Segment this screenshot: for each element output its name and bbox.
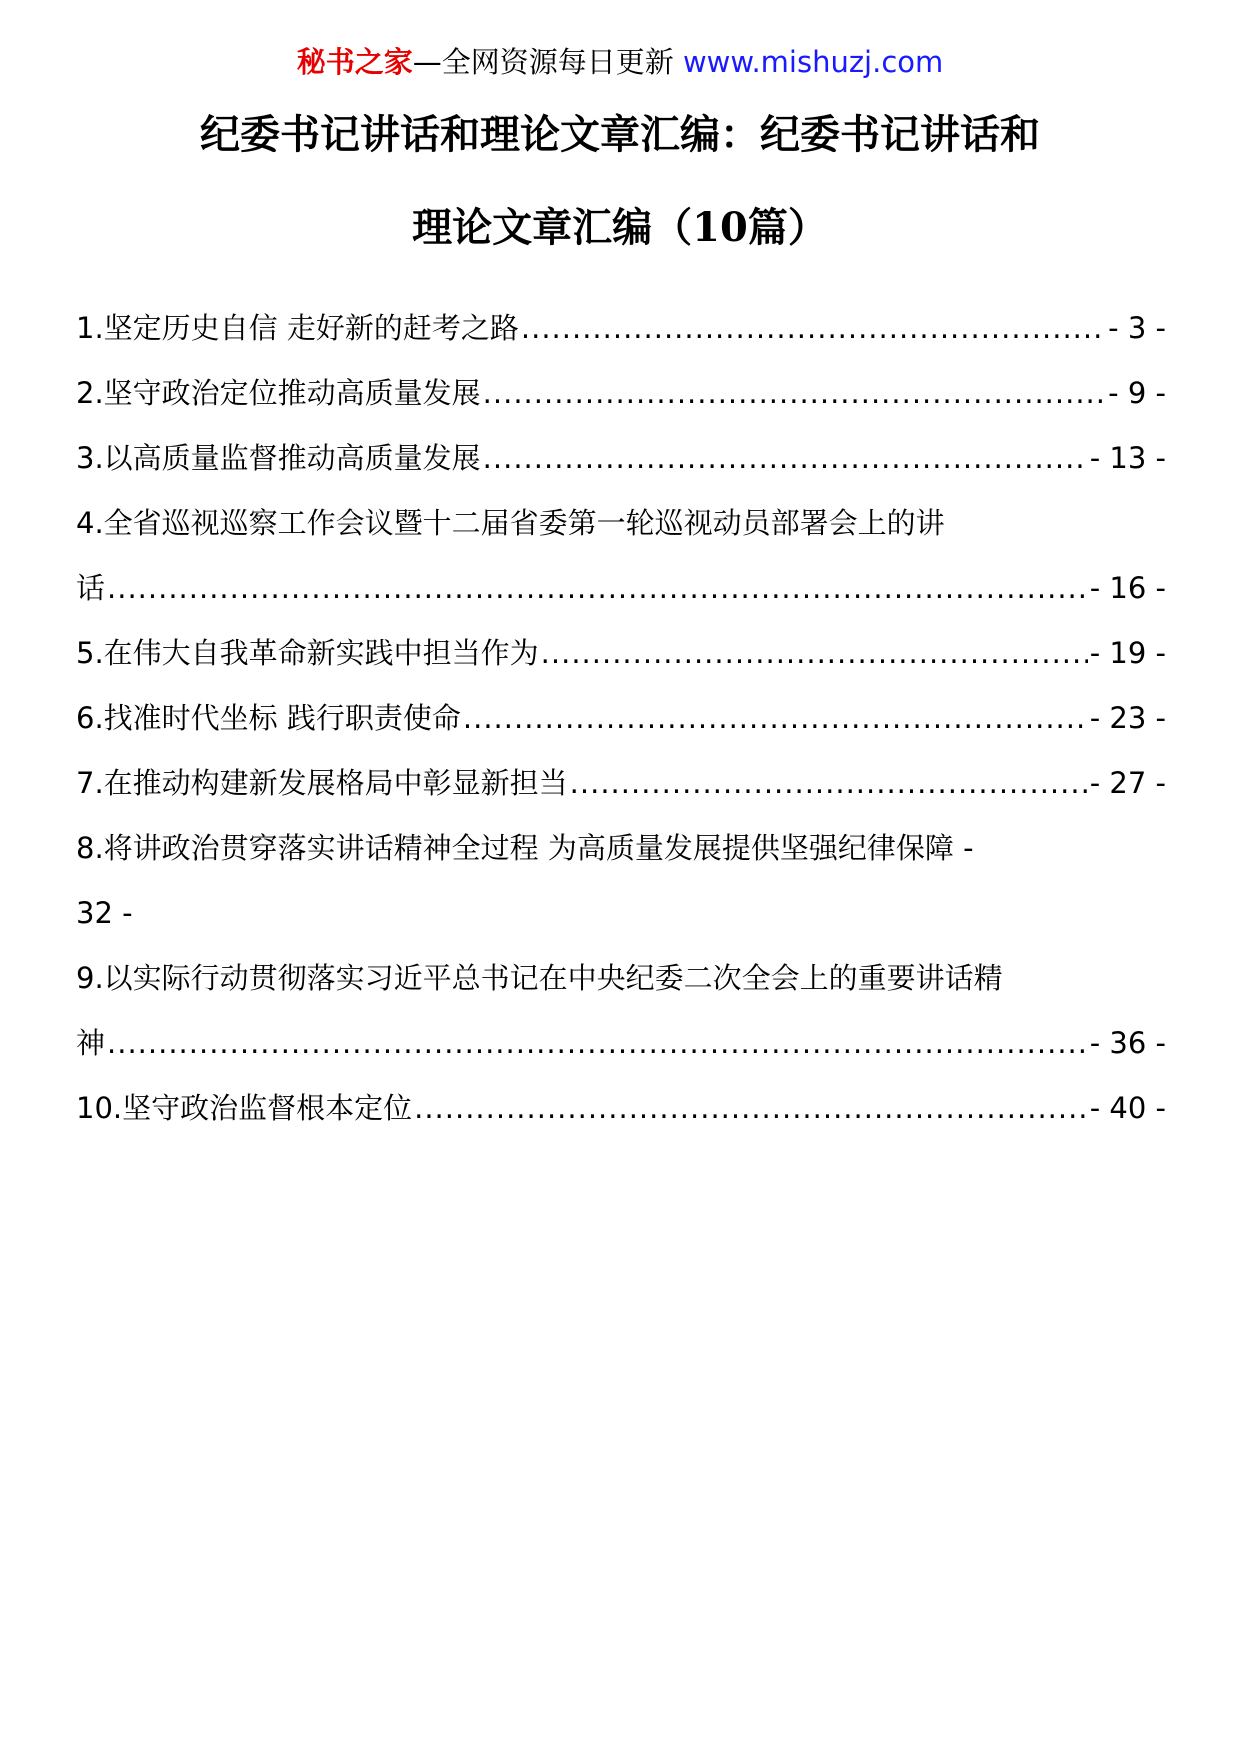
toc-entry-label: 1.坚定历史自信 走好新的赶考之路 [76,311,519,345]
toc-leader-dots [107,1011,1088,1076]
toc-entry-label-continued: 话 [76,571,106,605]
toc-entry-page: - 36 - [1089,1026,1166,1060]
toc-entry-label-line: 4.全省巡视巡察工作会议暨十二届省委第一轮巡视动员部署会上的讲 [76,506,945,540]
toc-leader-dots [521,296,1106,361]
toc-entry-label: 6.找准时代坐标 践行职责使命 [76,701,461,735]
toc-entry-page: - 9 - [1108,376,1166,410]
toc-entry-label: 5.在伟大自我革命新实践中担当作为 [76,636,539,670]
toc-entry-label: 2.坚守政治定位推动高质量发展 [76,376,481,410]
toc-entry-6[interactable] [76,686,1166,751]
brand-name: 秘书之家 [296,45,413,79]
toc-entry-label: 7.在推动构建新发展格局中彰显新担当 [76,766,568,800]
toc-entry-label-continued: 神 [76,1026,106,1060]
toc-entry-4[interactable] [76,491,1166,621]
toc-entry-label-line: 8.将讲政治贯穿落实讲话精神全过程 为高质量发展提供坚强纪律保障 - [76,831,974,865]
toc-leader-dots [483,426,1088,491]
toc-entry-8[interactable] [76,816,1166,946]
toc-leader-dots [541,621,1088,686]
toc-leader-dots [483,361,1107,426]
toc-entry-1[interactable] [76,296,1166,361]
toc-entry-label: 10.坚守政治监督根本定位 [76,1091,413,1125]
toc-entry-3[interactable] [76,426,1166,491]
toc-leader-dots [463,686,1088,751]
toc-entry-page: - 19 - [1089,636,1166,670]
document-title-line-1: 纪委书记讲话和理论文章汇编：纪委书记讲话和 [200,111,1040,158]
toc-entry-9[interactable] [76,946,1166,1076]
toc-entry-label-line: 9.以实际行动贯彻落实习近平总书记在中央纪委二次全会上的重要讲话精 [76,961,1003,995]
toc-entry-page: - 23 - [1089,701,1166,735]
toc-entry-page: - 3 - [1108,311,1166,345]
banner-tagline: —全网资源每日更新 [412,45,683,79]
toc-leader-dots [414,1076,1088,1141]
toc-entry-5[interactable] [76,621,1166,686]
document-title-line-2: 理论文章汇编（10篇） [412,204,828,251]
toc-leader-dots [107,556,1088,621]
toc-entry-2[interactable] [76,361,1166,426]
toc-entry-page: - 27 - [1089,766,1166,800]
site-banner [0,42,1240,82]
toc-leader-dots [570,751,1088,816]
table-of-contents [76,296,1166,1141]
toc-entry-label: 3.以高质量监督推动高质量发展 [76,441,481,475]
toc-entry-label-continued: 32 - [76,896,133,930]
toc-entry-10[interactable] [76,1076,1166,1141]
toc-entry-page: - 16 - [1089,571,1166,605]
toc-entry-page: - 40 - [1089,1091,1166,1125]
site-url-link[interactable]: www.mishuzj.com [682,45,944,79]
toc-entry-page: - 13 - [1089,441,1166,475]
toc-entry-7[interactable] [76,751,1166,816]
